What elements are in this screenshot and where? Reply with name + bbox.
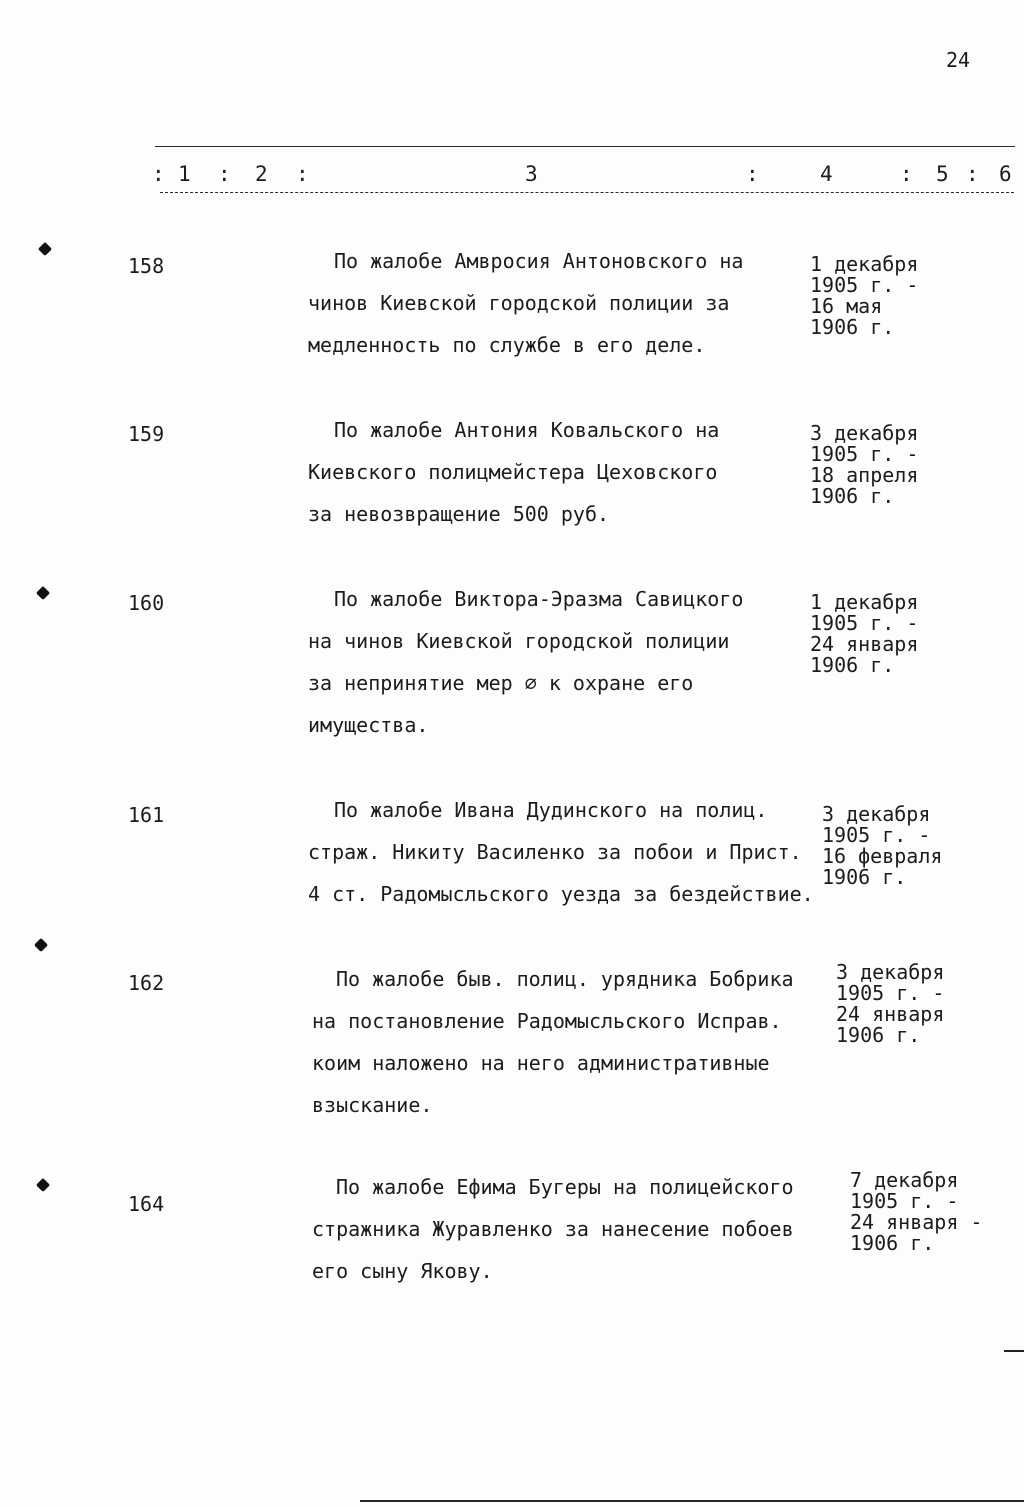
entry-dates: 1 декабря 1905 г. - 16 мая 1906 г. — [810, 252, 919, 339]
header-separator: : — [746, 162, 759, 186]
header-col-4: 4 — [820, 162, 833, 186]
margin-dash — [1004, 1350, 1024, 1352]
entry-description: По жалобе быв. полиц. урядника Бобрика на постановление Радомысльского Исправ. коим наложено на него административные взыскание. — [312, 967, 794, 1117]
entry-number: 159 — [128, 422, 165, 446]
header-separator: : — [966, 162, 979, 186]
page-number: 24 — [946, 48, 971, 72]
margin-mark — [36, 586, 50, 600]
entry-dates: 3 декабря 1905 г. - 18 апреля 1906 г. — [810, 421, 919, 508]
header-col-1: 1 — [178, 162, 191, 186]
entry-description: По жалобе Ивана Дудинского на полиц. страж. Никиту Василенко за побои и Прист. 4 ст. Радомысльского уезда за бездействие. — [308, 798, 814, 906]
header-col-3: 3 — [525, 162, 538, 186]
header-separator: : — [218, 162, 231, 186]
column-header-row — [0, 162, 1024, 190]
header-col-2: 2 — [255, 162, 268, 186]
entry-description: По жалобе Ефима Бугеры на полицейского стражника Журавленко за нанесение побоев его сыну Якову. — [312, 1175, 794, 1283]
header-col-6: 6 — [999, 162, 1012, 186]
header-bottom-rule — [160, 192, 1014, 193]
header-separator: : — [900, 162, 913, 186]
header-col-5: 5 — [936, 162, 949, 186]
entry-number: 164 — [128, 1192, 165, 1216]
entry-number: 158 — [128, 254, 165, 278]
entry-dates: 3 декабря 1905 г. - 24 января 1906 г. — [836, 960, 945, 1047]
margin-mark — [34, 938, 48, 952]
margin-mark — [38, 242, 52, 256]
footer-rule — [360, 1500, 1024, 1502]
header-top-rule — [155, 146, 1015, 147]
entry-number: 161 — [128, 803, 165, 827]
margin-mark — [36, 1178, 50, 1192]
entry-number: 162 — [128, 971, 165, 995]
entry-dates: 3 декабря 1905 г. - 16 февраля 1906 г. — [822, 802, 943, 889]
entry-dates: 7 декабря 1905 г. - 24 января - 1906 г. — [850, 1168, 983, 1255]
entry-description: По жалобе Антония Ковальского на Киевского полицмейстера Цеховского за невозвращение 500 руб. — [308, 418, 720, 526]
entry-number: 160 — [128, 591, 165, 615]
entry-description: По жалобе Амвросия Антоновского на чинов Киевской городской полиции за медленность по службе в его деле. — [308, 249, 744, 357]
entry-dates: 1 декабря 1905 г. - 24 января 1906 г. — [810, 590, 919, 677]
header-separator: : — [152, 162, 165, 186]
entry-description: По жалобе Виктора-Эразма Савицкого на чинов Киевской городской полиции за непринятие мер ∅ к охране его имущества. — [308, 587, 744, 737]
header-separator: : — [296, 162, 309, 186]
